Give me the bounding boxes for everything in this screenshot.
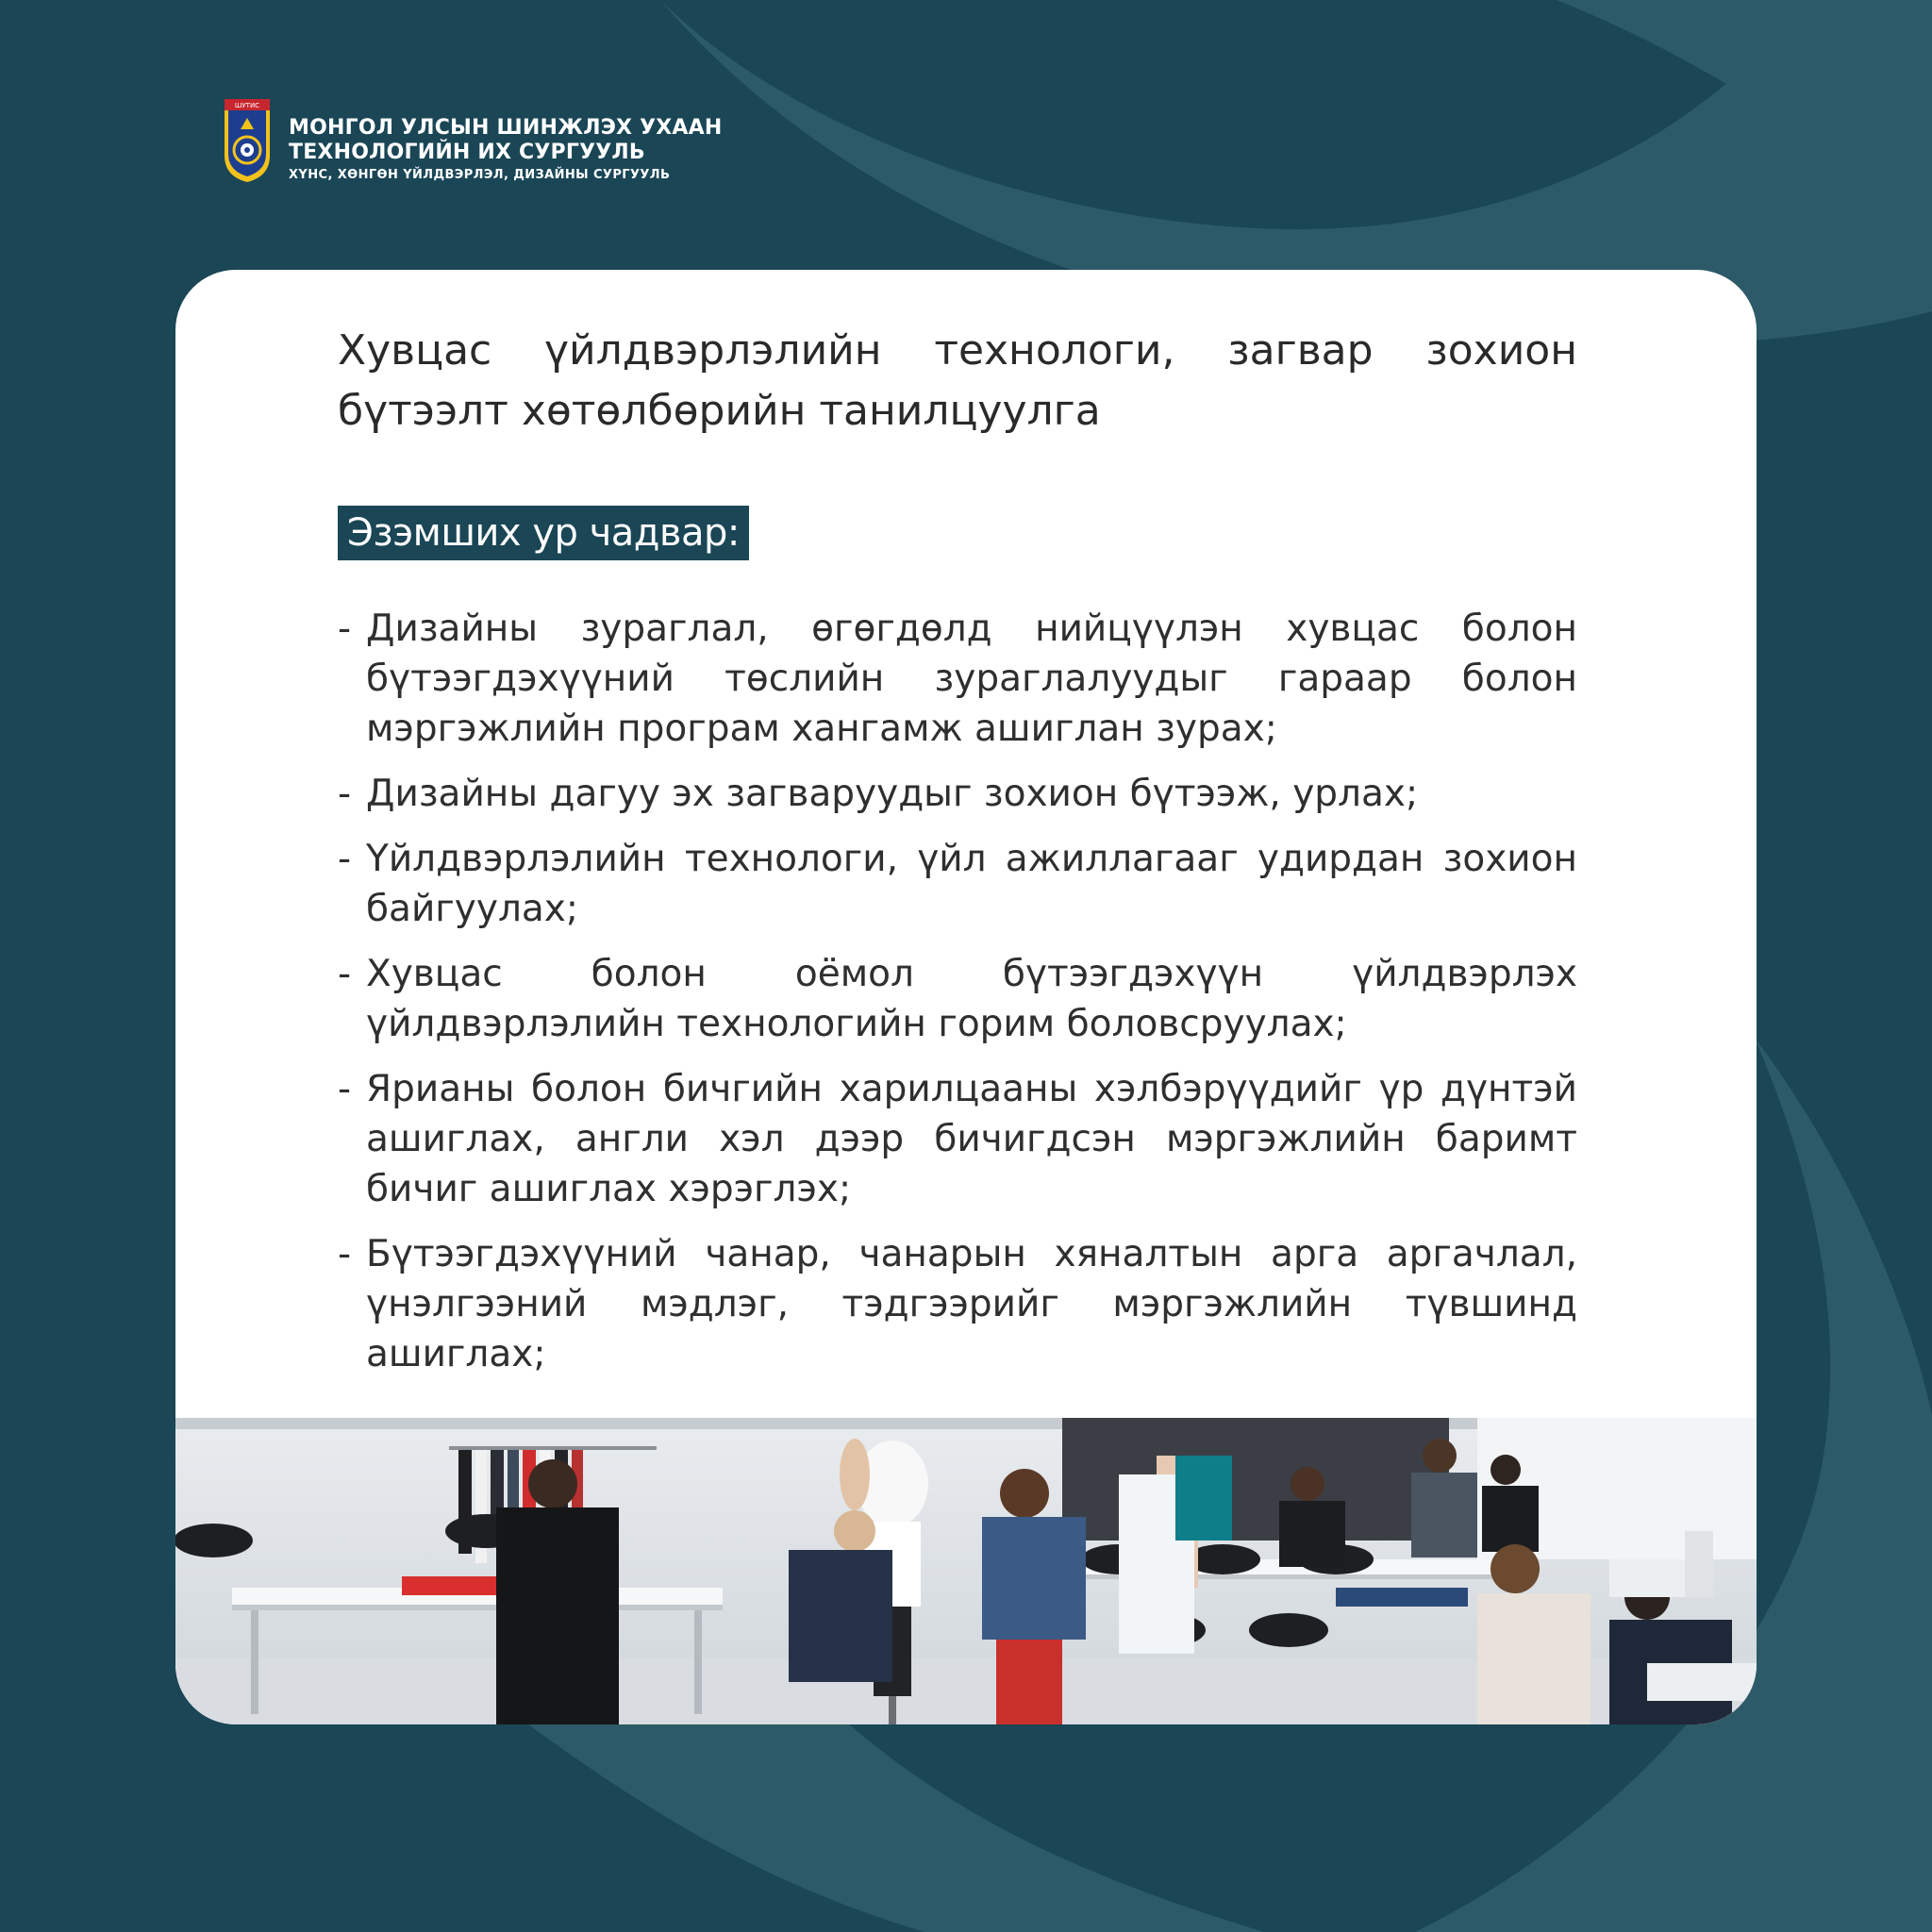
skill-text: Дизайны зураглал, өгөгдөлд нийцүүлэн хувцас болон бүтээгдэхүүний төслийн зураглалуудыг гараар болон мэргэжлийн програм хангамж ашиглан зурах; bbox=[366, 608, 1577, 750]
university-header bbox=[223, 97, 722, 188]
skill-text: Үйлдвэрлэлийн технологи, үйл ажиллагааг удирдан зохион байгуулах; bbox=[366, 838, 1577, 930]
program-title: Хувцас үйлдвэрлэлийн технологи, загвар зохион бүтээлт хөтөлбөрийн танилцуулга bbox=[338, 326, 1577, 435]
skill-text: Дизайны дагуу эх загваруудыг зохион бүтээж, урлах; bbox=[366, 773, 1419, 815]
university-name-line2: ТЕХНОЛОГИЙН ИХ СУРГУУЛЬ bbox=[289, 141, 645, 164]
bullet-dash: - bbox=[338, 838, 352, 880]
school-name: ХҮНС, ХӨНГӨН ҮЙЛДВЭРЛЭЛ, ДИЗАЙНЫ СУРГУУЛЬ bbox=[289, 168, 671, 182]
program-card bbox=[175, 270, 1757, 1724]
skill-item bbox=[338, 769, 1577, 819]
skill-item bbox=[338, 1064, 1577, 1214]
skill-item bbox=[338, 834, 1577, 934]
bullet-dash: - bbox=[338, 953, 352, 995]
bullet-dash: - bbox=[338, 608, 352, 650]
skill-text: Хувцас болон оёмол бүтээгдэхүүн үйлдвэрлэх үйлдвэрлэлийн технологийн горим боловсруулах; bbox=[366, 953, 1577, 1045]
skill-item bbox=[338, 949, 1577, 1049]
bullet-dash: - bbox=[338, 1068, 352, 1110]
university-emblem-icon bbox=[223, 97, 272, 184]
skill-text: Бүтээгдэхүүний чанар, чанарын хяналтын арга аргачлал, үнэлгээний мэдлэг, тэдгээрийг мэргэжлийн түвшинд ашиглах; bbox=[366, 1233, 1577, 1375]
skill-item bbox=[338, 1229, 1577, 1379]
workshop-photo bbox=[175, 1418, 1757, 1724]
bullet-dash: - bbox=[338, 773, 352, 815]
emblem-label: ШУТИС bbox=[234, 102, 260, 109]
university-name-line1: МОНГОЛ УЛСЫН ШИНЖЛЭХ УХААН bbox=[289, 116, 723, 140]
section-label: Эзэмших ур чадвар: bbox=[338, 506, 749, 560]
skill-text: Ярианы болон бичгийн харилцааны хэлбэрүүдийг үр дүнтэй ашиглах, англи хэл дээр бичигдсэн мэргэжлийн баримт бичиг ашиглах хэрэглэх; bbox=[366, 1068, 1577, 1210]
skill-item bbox=[338, 604, 1577, 754]
skills-list bbox=[338, 604, 1577, 1394]
bullet-dash: - bbox=[338, 1233, 352, 1275]
